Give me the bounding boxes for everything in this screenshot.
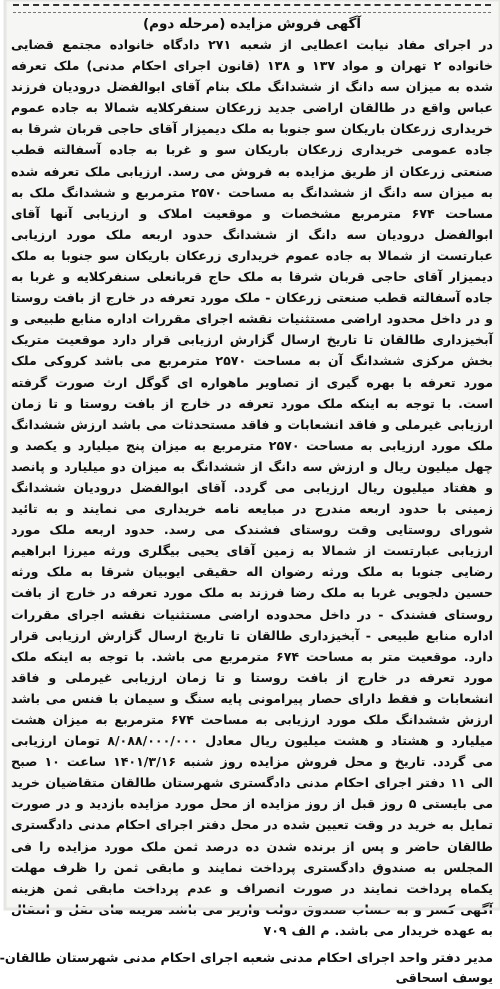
signature-position: مدیر دفتر واحد اجرای احکام مدنی شعبه اجرای احکام مدنی شهرستان طالقان- [0, 951, 493, 967]
notice-title: آگهی فروش مزایده (مرحله دوم) [142, 16, 362, 32]
notice-signature [0, 949, 493, 989]
notice-body: در اجرای مفاد نیابت اعطایی از شعبه ۲۷۱ دادگاه خانواده مجتمع قضایی خانواده ۲ تهران و مواد ۱۳۷ و ۱۳۸ (قانون اجرای احکام مدنی) ملک تعرفه شده به میزان سه دانگ از ششدانگ ملک بنام آقای ابوالفضل دروديان فرزند عباس واقع در طالقان اراضی جدید زرعکان سنفرکلایه شمالا به جاده عموم خریداری زرعکان باریکان سو جنوبا به ملک دیمیزار آقای حاجی قربان شرقا به جاده عمومی خریداری زرعکان باریکان سو و غربا به جاده آسفالته قطب صنعتی زرعکان از طریق مزایده به فروش می رسد. ارزیابی ملک تعرفه شده به میزان سه دانگ از ششدانگ به مساحت ۲۵۷۰ مترمربع و ششدانگ ملک به مساحت ۶۷۴ مترمربع مشخصات و موقعیت املاک و ارزیابی آنها آقای ابوالفضل دروديان سه دانگ از ششدانگ حدود اربعه ملک مورد ارزیابی عبارتست از شمالا به جاده عموم خریداری زرعکان باریکان سو جنوبا به ملک دیمیزار آقای حاجی قربان شرقا به ملک حاج قربانعلی سنفرکلایه و غربا به جاده آسفالته قطب صنعتی زرعکان - ملک مورد تعرفه در خارج از بافت روستا و در داخل محدود اراضی مستثنیات نقشه اجرای مقررات اداره منابع طبیعی و آبخیزداری طالقان تا تاریخ ارسال گزارش ارزیابی قرار دارد موقعیت متریک بخش مرکزی ششدانگ آن به مساحت ۲۵۷۰ مترمربع می باشد کروکی ملک مورد تعرفه با بهره گیری از تصاویر ماهواره ای گوگل ارث صورت گرفته است. با توجه به اینکه ملک مورد تعرفه در خارج از بافت روستا و تا زمان ارزیابی غیرملی و فاقد انشعابات و فاقد مستحدثات می باشد ارزش ششدانگ ملک مورد ارزیابی به مساحت ۲۵۷۰ مترمربع به میزان پنج میلیارد و یکصد و چهل میلیون ریال و ارزش سه دانگ از ششدانگ به میزان دو میلیارد و پانصد و هفتاد میلیون ریال ارزیابی می گردد. آقای ابوالفضل دروديان ششدانگ زمینی با حدود اربعه مندرج در مبایعه نامه خریداری می نمایند و به تائید شورای روستایی وقت روستای فشندک می رسد. حدود اربعه ملک مورد ارزیابی عبارتست از شمالا به زمین آقای یحیی بیگلری ورثه میرزا ابراهیم رضایی جنوبا به ملک ورثه رضوان اله حقیقی ایوبیان شرقا به ملک ورثه حسین دلجویی غربا به ملک رضا فرزند به ملک مورد تعرفه در خارج از بافت روستای فشندک - در داخل محدوده اراضی مستثنیات نقشه اجرای مقررات اداره منابع طبیعی - آبخیزداری طالقان تا تاریخ ارسال گزارش ارزیابی قرار دارد. موقعیت متر به مساحت ۶۷۴ مترمربع می باشد. با توجه به اینکه ملک مورد تعرفه در خارج از بافت روستا و تا زمان ارزیابی غیرملی و فاقد انشعابات و فقط دارای حصار پیرامونی پایه سنگ و سیمان با فنس می باشد ارزش ششدانگ ملک مورد ارزیابی به مساحت ۶۷۴ مترمربع به میزان هشت میلیارد و هشتاد و هشت میلیون ریال معادل ۸/۰۸۸/۰۰۰/۰۰۰ تومان ارزیابی می گردد. تاریخ و محل فروش مزایده روز شنبه ۱۴۰۱/۳/۱۶ ساعت ۱۰ صبح الی ۱۱ دفتر اجرای احکام مدنی دادگستری شهرستان طالقان متقاضیان خرید می بایستی ۵ روز قبل از روز مزایده از محل مورد مزایده بازدید و در صورت تمایل به خرید در وقت تعیین شده در محل دفتر اجرای احکام مدنی دادگستری طالقان حاضر و پس از برنده شدن ده درصد ثمن ملک مورد مزایده را فی المجلس به صندوق دادگستری پرداخت نمایند و مابقی ثمن را ظرف مهلت یکماه پرداخت نمایند در صورت انصراف و عدم پرداخت مابقی ثمن هزینه آگهی کسر و به حساب صندوق دولت واریز می باشد هزینه های نقل و انتقال به عهده خریدار می باشد. م الف ۷۰۹ [11, 37, 494, 938]
top-dashed-rule [13, 4, 491, 13]
signature-name: یوسف اسحاقی [395, 971, 493, 987]
